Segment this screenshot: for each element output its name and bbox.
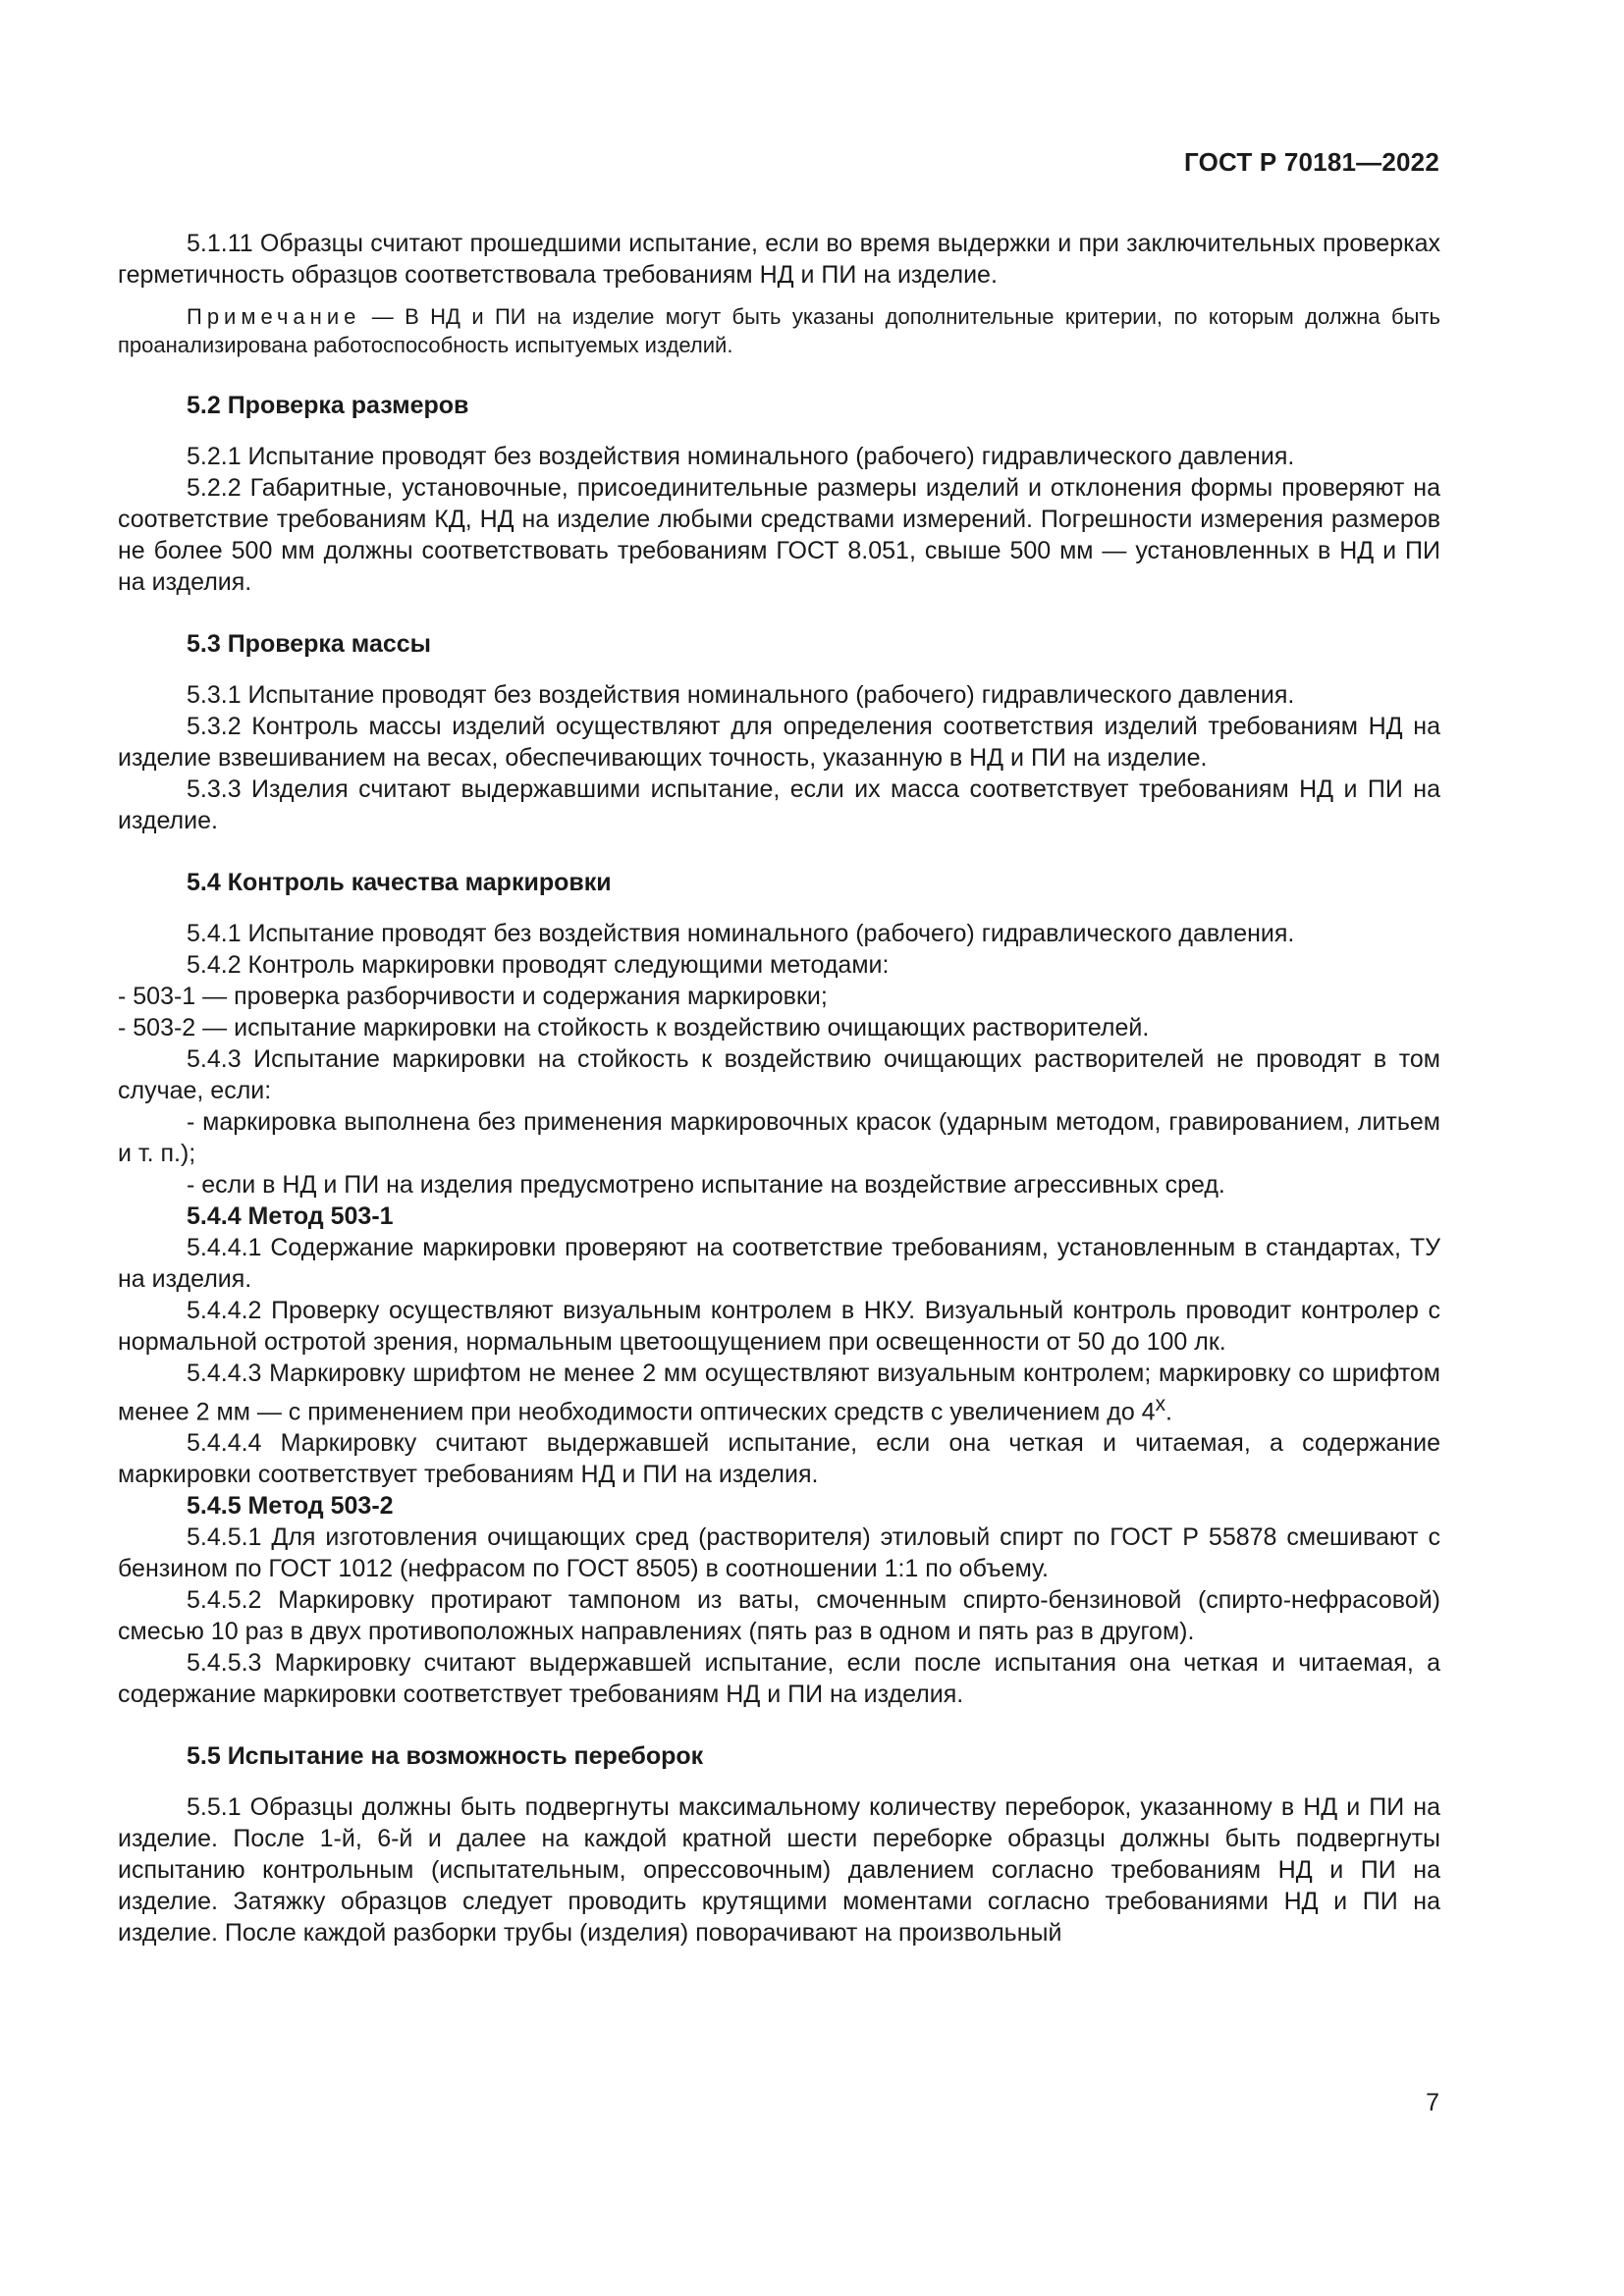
list-item-aggressive-media: - если в НД и ПИ на изделия предусмотрено испытание на воздействие агрессивных сред. [187, 1171, 1225, 1199]
subsection-title-5-4-5: 5.4.5 Метод 503-2 [187, 1492, 394, 1521]
paragraph-5-4-3: 5.4.3 Испытание маркировки на стойкость к воздействию очищающих растворителей не проводят в том случае, если: [118, 1045, 1440, 1104]
paragraph-5-5-1: 5.5.1 Образцы должны быть подвергнуты максимальному количеству переборок, указанному в НД и ПИ на изделие. После 1-й, 6-й и далее на каждой кратной шести переборке образцы должны быть подвергнуты испытанию контрольным (испытательным, опрессовочным) давлением согласно требованиям НД и ПИ на изделие. Затяжку образцов следует проводить крутящими моментами согласно требованиями НД и ПИ на изделие. После каждой разборки трубы (изделия) поворачивают на произвольный [118, 1793, 1440, 1948]
list-item-503-1: - 503-1 — проверка разборчивости и содержания маркировки; [118, 983, 828, 1010]
paragraph-5-3-3: 5.3.3 Изделия считают выдержавшими испытание, если их масса соответствует требованиям НД и ПИ на изделие. [118, 775, 1440, 834]
paragraph-5-2-1: 5.2.1 Испытание проводят без воздействия номинального (рабочего) гидравлического давления. [187, 443, 1295, 470]
section-title-5-3: 5.3 Проверка массы [187, 630, 432, 658]
paragraph-5-3-1: 5.3.1 Испытание проводят без воздействия номинального (рабочего) гидравлического давления. [187, 681, 1295, 709]
magnification-superscript: х [1155, 1393, 1165, 1415]
paragraph-5-1-11: 5.1.11 Образцы считают прошедшими испытание, если во время выдержки и при заключительных проверках герметичность образцов соответствовала требованиям НД и ПИ на изделие. [118, 230, 1440, 289]
section-title-5-5: 5.5 Испытание на возможность переборок [187, 1742, 704, 1771]
paragraph-5-4-4-4: 5.4.4.4 Маркировку считают выдержавшей испытание, если она четкая и читаемая, а содержание маркировки соответствует требованиям НД и ПИ на изделия. [118, 1429, 1440, 1489]
section-title-5-2: 5.2 Проверка размеров [187, 392, 469, 419]
document-header: ГОСТ Р 70181—2022 [1184, 147, 1439, 177]
paragraph-5-3-2: 5.3.2 Контроль массы изделий осуществляют для определения соответствия изделий требованиям НД на изделие взвешиванием на весах, обеспечивающих точность, указанную в НД и ПИ на изделие. [118, 713, 1440, 772]
note-text: — В НД и ПИ на изделие могут быть указаны дополнительные критерии, по которым должна быть проанализирована работоспособность испытуемых изделий. [118, 304, 1440, 357]
paragraph-5-2-2: 5.2.2 Габаритные, установочные, присоединительные размеры изделий и отклонения формы проверяют на соответствие требованиям КД, НД на изделие любыми средствами измерений. Погрешности измерения размеров не более 500 мм должны соответствовать требованиям ГОСТ 8.051, свыше 500 мм — установленных в НД и ПИ на изделия. [118, 474, 1440, 596]
subsection-title-5-4-4: 5.4.4 Метод 503-1 [187, 1202, 394, 1230]
paragraph-5-4-4-3 [118, 1358, 1440, 1427]
paragraph-5-4-4-2: 5.4.4.2 Проверку осуществляют визуальным контролем в НКУ. Визуальный контроль проводит контролер с нормальной остротой зрения, нормальным цветоощущением при освещенности от 50 до 100 лк. [118, 1297, 1440, 1356]
paragraph-5-4-4-1: 5.4.4.1 Содержание маркировки проверяют на соответствие требованиям, установленным в стандартах, ТУ на изделия. [118, 1234, 1440, 1293]
list-item-503-2: - 503-2 — испытание маркировки на стойкость к воздействию очищающих растворителей. [118, 1014, 1150, 1041]
paragraph-5-4-5-2: 5.4.5.2 Маркировку протирают тампоном из ваты, смоченным спирто-бензиновой (спирто-нефрасовой) смесью 10 раз в двух противоположных направлениях (пять раз в одном и пять раз в другом). [118, 1586, 1440, 1646]
paragraph-5-4-2: 5.4.2 Контроль маркировки проводят следующими методами: [187, 951, 890, 979]
note-label: Примечание [187, 304, 361, 329]
document-body [118, 228, 1440, 1949]
paragraph-5-4-4-3-end: . [1165, 1398, 1172, 1426]
note-paragraph [118, 302, 1440, 359]
section-title-5-4: 5.4 Контроль качества маркировки [187, 869, 612, 896]
list-item-marking-method: - маркировка выполнена без применения маркировочных красок (ударным методом, гравированием, литьем и т. п.); [118, 1108, 1440, 1167]
page-number: 7 [1426, 2089, 1439, 2116]
paragraph-5-4-1: 5.4.1 Испытание проводят без воздействия номинального (рабочего) гидравлического давления. [187, 920, 1295, 947]
paragraph-5-4-5-1: 5.4.5.1 Для изготовления очищающих сред (растворителя) этиловый спирт по ГОСТ Р 55878 смешивают с бензином по ГОСТ 1012 (нефрасом по ГОСТ 8505) в соотношении 1:1 по объему. [118, 1523, 1440, 1583]
paragraph-5-4-4-3-text: 5.4.4.3 Маркировку шрифтом не менее 2 мм осуществляют визуальным контролем; маркировку со шрифтом менее 2 мм — с применением при необходимости оптических средств с увеличением до 4 [118, 1360, 1440, 1426]
paragraph-5-4-5-3: 5.4.5.3 Маркировку считают выдержавшей испытание, если после испытания она четкая и читаемая, а содержание маркировки соответствует требованиям НД и ПИ на изделия. [118, 1649, 1440, 1709]
